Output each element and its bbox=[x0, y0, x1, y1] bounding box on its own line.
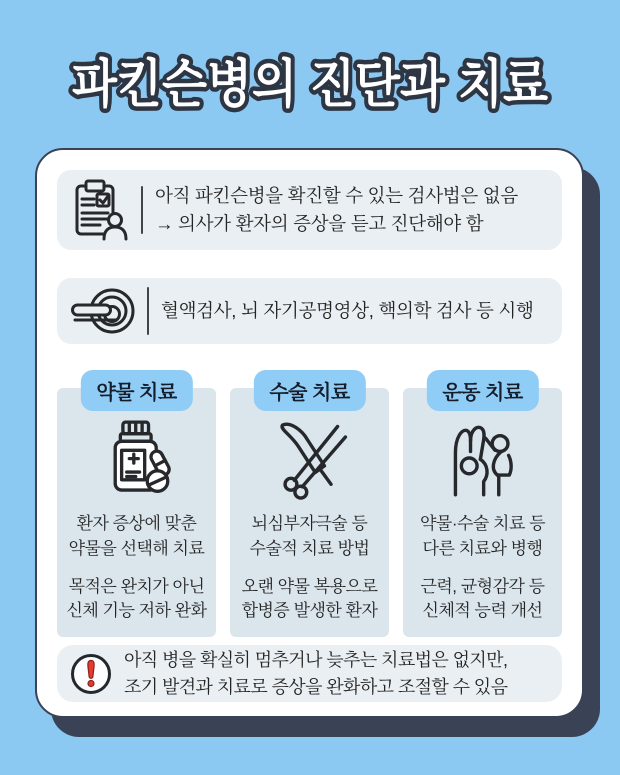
exercise-p1-line1: 약물·수술 치료 등 bbox=[419, 514, 546, 534]
surgery-p1-line2: 수술적 치료 방법 bbox=[249, 539, 370, 559]
exercise-p2-line2: 신체적 능력 개선 bbox=[422, 601, 543, 621]
treatment-column-drug bbox=[57, 382, 216, 637]
notice-line-1: 아직 병을 확실히 멈추거나 늦추는 치료법은 없지만, bbox=[124, 650, 508, 671]
surgery-p2-line2: 합병증 발생한 환자 bbox=[241, 601, 378, 621]
drug-p2-line1: 목적은 완치가 아닌 bbox=[68, 576, 205, 596]
drug-p1-line1: 환자 증상에 맞춘 bbox=[76, 514, 197, 534]
divider bbox=[147, 287, 149, 335]
mri-scanner-icon bbox=[71, 286, 135, 336]
tests-text bbox=[161, 297, 534, 325]
treatment-column-surgery bbox=[230, 382, 389, 637]
exercise-p2-line1: 근력, 균형감각 등 bbox=[420, 576, 545, 596]
surgical-tools-icon bbox=[268, 414, 352, 502]
page-title-text: 파킨슨병의 진단과 치료 bbox=[72, 56, 548, 114]
surgery-p2-line1: 오랜 약물 복용으로 bbox=[241, 576, 378, 596]
tests-line-1: 혈액검사, 뇌 자기공명영상, 핵의학 검사 등 시행 bbox=[161, 300, 534, 322]
diagnosis-line-1: 아직 파킨슨병을 확진할 수 있는 검사법은 없음 bbox=[155, 185, 518, 207]
warning-icon bbox=[69, 652, 113, 696]
drug-treatment-badge: 약물 치료 bbox=[80, 370, 192, 411]
surgery-treatment-badge: 수술 치료 bbox=[253, 370, 365, 411]
drug-p2-line2: 신체 기능 저하 완화 bbox=[66, 601, 207, 621]
treatment-columns bbox=[57, 382, 562, 637]
physical-therapy-icon bbox=[441, 414, 525, 502]
diagnosis-info-row bbox=[57, 170, 562, 250]
clipboard-patient-icon bbox=[71, 178, 129, 242]
notice-row bbox=[57, 645, 562, 702]
medicine-bottle-icon bbox=[96, 414, 178, 502]
drug-p1-line2: 약물을 선택해 치료 bbox=[68, 539, 205, 559]
surgery-paragraph-1 bbox=[250, 512, 370, 561]
exercise-paragraph-2 bbox=[420, 575, 544, 624]
drug-paragraph-1 bbox=[69, 512, 205, 561]
divider bbox=[141, 186, 143, 234]
surgery-p1-line1: 뇌심부자극술 등 bbox=[251, 514, 368, 534]
notice-text bbox=[124, 647, 507, 699]
exercise-paragraph-1 bbox=[420, 512, 545, 561]
drug-paragraph-2 bbox=[66, 575, 206, 624]
surgery-paragraph-2 bbox=[242, 575, 378, 624]
diagnosis-text bbox=[155, 182, 518, 238]
content-card bbox=[35, 148, 584, 718]
exercise-p1-line2: 다른 치료와 병행 bbox=[422, 539, 543, 559]
notice-line-2: 조기 발견과 치료로 증상을 완화하고 조절할 수 있음 bbox=[124, 676, 508, 697]
page-title bbox=[0, 26, 620, 134]
exercise-treatment-badge: 운동 치료 bbox=[426, 370, 538, 411]
diagnosis-line-2: → 의사가 환자의 증상을 듣고 진단해야 함 bbox=[155, 213, 484, 234]
treatment-column-exercise bbox=[403, 382, 562, 637]
tests-info-row bbox=[57, 278, 562, 344]
